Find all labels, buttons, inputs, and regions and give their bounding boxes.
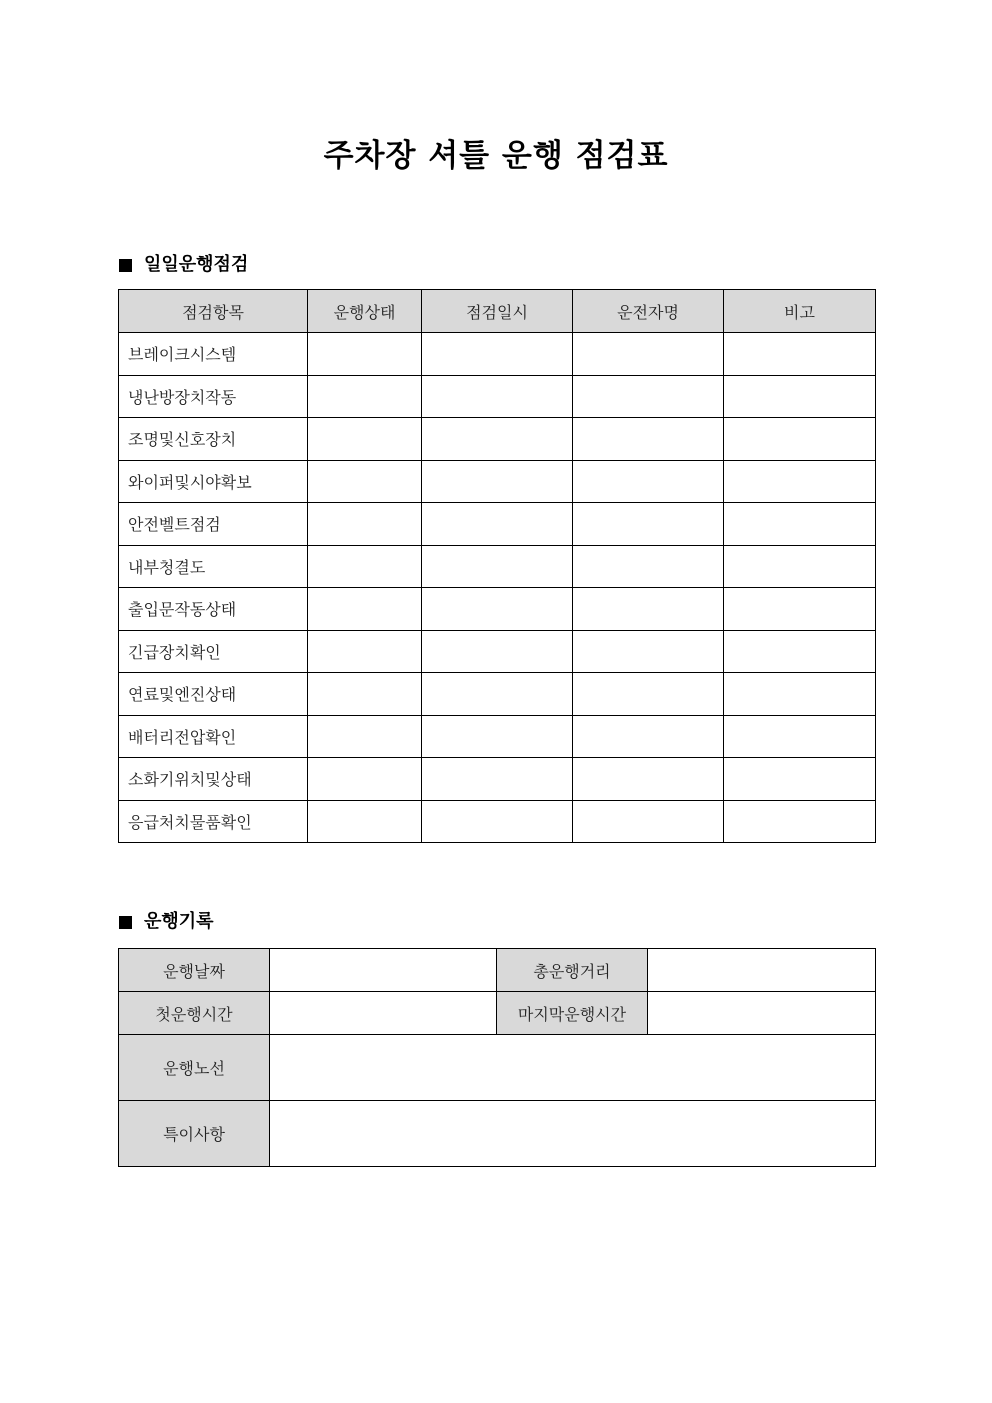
- datetime-cell[interactable]: [422, 503, 573, 546]
- black-square-icon: [119, 259, 132, 272]
- datetime-cell[interactable]: [422, 333, 573, 376]
- datetime-cell[interactable]: [422, 375, 573, 418]
- status-cell[interactable]: [308, 588, 422, 631]
- column-header-datetime: 점검일시: [422, 290, 573, 333]
- status-cell[interactable]: [308, 503, 422, 546]
- last-time-label: 마지막운행시간: [497, 992, 648, 1035]
- daily-check-table: [118, 289, 876, 843]
- last-time-value-cell[interactable]: [648, 992, 876, 1035]
- driver-cell[interactable]: [573, 800, 724, 843]
- remarks-cell[interactable]: [724, 333, 876, 376]
- table-row: [119, 503, 876, 546]
- remarks-cell[interactable]: [724, 375, 876, 418]
- table-row: [119, 715, 876, 758]
- table-row: [119, 630, 876, 673]
- datetime-cell[interactable]: [422, 545, 573, 588]
- driver-cell[interactable]: [573, 673, 724, 716]
- remarks-cell[interactable]: [724, 673, 876, 716]
- driver-cell[interactable]: [573, 545, 724, 588]
- check-item-label: 냉난방장치작동: [119, 375, 308, 418]
- table-row: [119, 545, 876, 588]
- status-cell[interactable]: [308, 333, 422, 376]
- log-row-date: [119, 949, 876, 992]
- status-cell[interactable]: [308, 800, 422, 843]
- remarks-cell[interactable]: [724, 418, 876, 461]
- status-cell[interactable]: [308, 630, 422, 673]
- daily-section-title: 일일운행점검: [144, 254, 249, 275]
- datetime-cell[interactable]: [422, 460, 573, 503]
- remarks-cell[interactable]: [724, 630, 876, 673]
- table-row: [119, 460, 876, 503]
- status-cell[interactable]: [308, 758, 422, 801]
- check-item-label: 출입문작동상태: [119, 588, 308, 631]
- first-time-value-cell[interactable]: [270, 992, 497, 1035]
- status-cell[interactable]: [308, 375, 422, 418]
- check-item-label: 배터리전압확인: [119, 715, 308, 758]
- log-row-notes: [119, 1101, 876, 1167]
- log-row-route: [119, 1035, 876, 1101]
- datetime-cell[interactable]: [422, 715, 573, 758]
- black-square-icon: [119, 916, 132, 929]
- date-label: 운행날짜: [119, 949, 270, 992]
- table-row: [119, 800, 876, 843]
- operation-log-table: [118, 948, 876, 1167]
- daily-section-heading: [119, 253, 248, 277]
- check-item-label: 소화기위치및상태: [119, 758, 308, 801]
- remarks-cell[interactable]: [724, 715, 876, 758]
- check-item-label: 브레이크시스템: [119, 333, 308, 376]
- remarks-cell[interactable]: [724, 758, 876, 801]
- status-cell[interactable]: [308, 460, 422, 503]
- driver-cell[interactable]: [573, 758, 724, 801]
- datetime-cell[interactable]: [422, 418, 573, 461]
- column-header-driver: 운전자명: [573, 290, 724, 333]
- remarks-cell[interactable]: [724, 460, 876, 503]
- status-cell[interactable]: [308, 545, 422, 588]
- distance-label: 총운행거리: [497, 949, 648, 992]
- table-row: [119, 673, 876, 716]
- table-row: [119, 758, 876, 801]
- remarks-cell[interactable]: [724, 503, 876, 546]
- route-label: 운행노선: [119, 1035, 270, 1101]
- datetime-cell[interactable]: [422, 800, 573, 843]
- column-header-remarks: 비고: [724, 290, 876, 333]
- first-time-label: 첫운행시간: [119, 992, 270, 1035]
- remarks-cell[interactable]: [724, 545, 876, 588]
- datetime-cell[interactable]: [422, 673, 573, 716]
- driver-cell[interactable]: [573, 715, 724, 758]
- document-title: 주차장 셔틀 운행 점검표: [323, 138, 669, 174]
- check-item-label: 내부청결도: [119, 545, 308, 588]
- log-section-title: 운행기록: [144, 911, 214, 932]
- route-value-cell[interactable]: [270, 1035, 876, 1101]
- datetime-cell[interactable]: [422, 588, 573, 631]
- driver-cell[interactable]: [573, 630, 724, 673]
- table-row: [119, 375, 876, 418]
- check-item-label: 와이퍼및시야확보: [119, 460, 308, 503]
- table-row: [119, 418, 876, 461]
- driver-cell[interactable]: [573, 418, 724, 461]
- driver-cell[interactable]: [573, 588, 724, 631]
- column-header-status: 운행상태: [308, 290, 422, 333]
- driver-cell[interactable]: [573, 375, 724, 418]
- status-cell[interactable]: [308, 418, 422, 461]
- check-item-label: 긴급장치확인: [119, 630, 308, 673]
- column-header-item: 점검항목: [119, 290, 308, 333]
- check-item-label: 안전벨트점검: [119, 503, 308, 546]
- driver-cell[interactable]: [573, 503, 724, 546]
- remarks-cell[interactable]: [724, 800, 876, 843]
- datetime-cell[interactable]: [422, 758, 573, 801]
- check-item-label: 연료및엔진상태: [119, 673, 308, 716]
- remarks-cell[interactable]: [724, 588, 876, 631]
- log-row-time: [119, 992, 876, 1035]
- table-row: [119, 333, 876, 376]
- notes-label: 특이사항: [119, 1101, 270, 1167]
- table-row: [119, 588, 876, 631]
- datetime-cell[interactable]: [422, 630, 573, 673]
- log-section-heading: [119, 910, 214, 934]
- notes-value-cell[interactable]: [270, 1101, 876, 1167]
- date-value-cell[interactable]: [270, 949, 497, 992]
- driver-cell[interactable]: [573, 460, 724, 503]
- check-item-label: 응급처치물품확인: [119, 800, 308, 843]
- daily-header-row: [119, 290, 876, 333]
- driver-cell[interactable]: [573, 333, 724, 376]
- status-cell[interactable]: [308, 715, 422, 758]
- distance-value-cell[interactable]: [648, 949, 876, 992]
- check-item-label: 조명및신호장치: [119, 418, 308, 461]
- status-cell[interactable]: [308, 673, 422, 716]
